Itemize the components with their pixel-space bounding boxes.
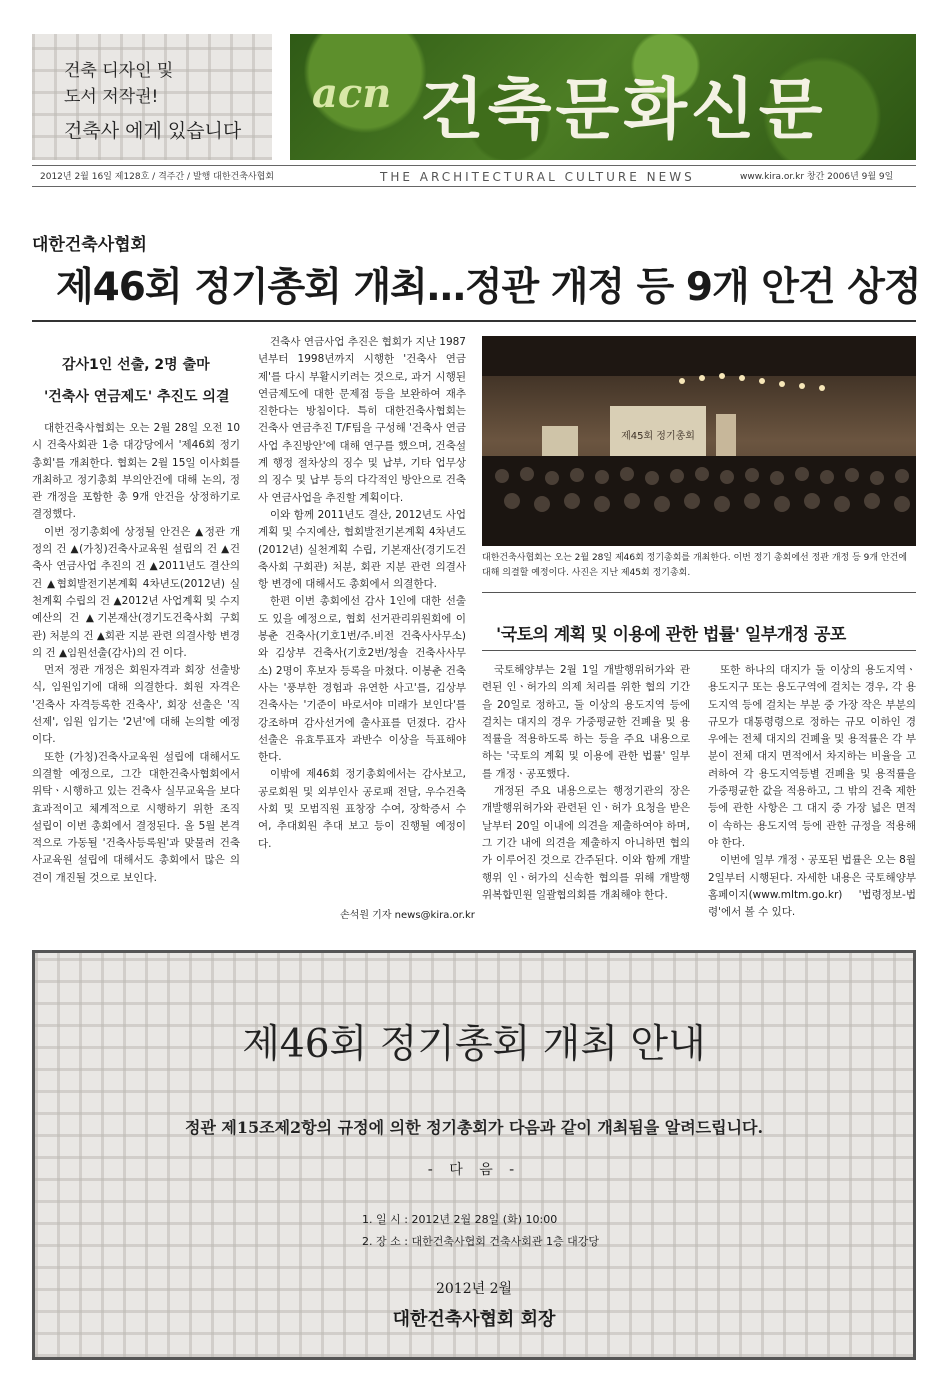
article-headline: 제46회 정기총회 개최…정관 개정 등 9개 안건 상정 [56,265,921,310]
slogan-box [32,34,272,160]
paragraph: 국토해양부는 2월 1일 개발행위허가와 관련된 인ㆍ허가의 의제 처리를 위한 협의 기간을 20일로 정하고, 둘 이상의 용도지역 등에 걸치는 대지의 경우 가중평균한 건폐율 및 용적률을 적용하도록 하는 등을 주요 내용으로 하는 '국토의 계획 및 이용에 관한 법률' 일부를 개정ㆍ공포했다. [482,664,690,780]
photo-caption: 대한건축사협회는 오는 2월 28일 제46회 정기총회를 개최한다. 이번 정기 총회에선 정관 개정 등 9개 안건에 대해 의결할 예정이다. 사진은 지난 제45회 정기총회. [482,553,908,578]
header-rule-bottom [32,186,916,187]
masthead [290,34,916,160]
notice-next-label: - 다 음 - [427,1162,521,1178]
paragraph: 이밖에 제46회 정기총회에서는 감사보고, 공로회원 및 외부인사 공로패 전달, 우수건축사회 및 모범직원 표창장 수여, 장학증서 수여, 추대회원 추대 보고 등이 진행될 예정이다. [258,768,466,850]
subhead-1: 감사1인 선출, 2명 출마 [62,357,210,373]
slogan-line-1: 건축 디자인 및 [64,61,174,81]
article2-column-1 [482,662,690,904]
notice-item-datetime: 1. 일 시 : 2012년 2월 28일 (화) 10:00 [362,1213,558,1226]
paragraph: 한편 이번 총회에선 감사 1인에 대한 선출도 있을 예정으로, 협회 선거관리위원회에 이봉춘 건축사(기호1번/주.비전 건축사사무소)와 김상부 건축사(기호2번/청솔 건축사사무소) 2명이 후보자 등록을 마쳤다. 이봉춘 건축사는 '풍부한 경험과 유연한 사고'를, 김상부 건축사는 '기준이 바로서야 미래가 보인다'를 강조하며 감사선거에 출사표를 던졌다. 감사 선출은 유효투표자 과반수 이상을 득표해야 한다. [258,595,466,764]
article2-rule-bottom [482,650,916,651]
paragraph: 건축사 연금사업 추진은 협회가 지난 1987년부터 1998년까지 시행한 '건축사 연금제'를 다시 부활시키려는 것으로, 과거 시행된 연금제도에 대한 문제점 등을 보완하여 재추진한다는 방침이다. 특히 대한건축사협회는 건축사 연금추진 T/F팀을 구성해 '건축사 연금사업 추진방안'에 대해 연구를 했으며, 건축설계 행정 절차상의 징수 및 납부, 기타 업무상의 징수 및 납부 등의 다각적인 방안으로 건축사 연금사업을 추진할 계획이다. [258,336,466,504]
subhead-2: '건축사 연금제도' 추진도 의결 [44,389,230,405]
notice-lead: 정관 제15조제2항의 규정에 의한 정기총회가 다음과 같이 개최됨을 알려드립니다. [184,1118,764,1137]
slogan-line-3: 건축사 에게 있습니다 [64,120,242,142]
paper-name: 건축문화신문 [420,71,827,148]
meeting-photo [482,336,916,546]
paragraph: 대한건축사협회는 오는 2월 28일 오전 10시 건축사회관 1층 대강당에서 '제46회 정기총회'를 개최한다. 협회는 2월 15일 이사회를 개최하고 정기총회 부의안건에 대해 논의, 정관 개정을 포함한 총 9개 안건을 상정하기로 결정했다. [32,422,240,521]
notice-date: 2012년 2월 [435,1281,513,1297]
paragraph: 또한 하나의 대지가 둘 이상의 용도지역ㆍ용도지구 또는 용도구역에 걸치는 경우, 각 용도지역 등에 걸치는 부분 중 가장 작은 부분의 규모가 대통령령으로 정하는 규모 이하인 경우에는 전체 대지의 건폐율 및 용적률은 각 부분이 전체 대지 면적에서 차지하는 비율을 고려하여 각 용도지역등별 건폐율 및 용적률을 가중평균한 값을 적용하고, 그 밖의 건축 제한 등에 관한 사항은 그 대지 중 가장 넓은 면적이 속하는 용도지역 등에 관한 규정을 적용해야 한다. [708,664,916,849]
issue-info: 2012년 2월 16일 제128호 / 격주간 / 발행 대한건축사협회 [40,172,275,182]
byline: 손석원 기자 news@kira.or.kr [340,910,475,921]
paragraph: 개정된 주요 내용으로는 행정기관의 장은 개발행위허가와 관련된 인ㆍ허가 요청을 받은 날부터 20일 이내에 의견을 제출하여야 하며, 그 기간 내에 의견을 제출하지 아니하면 협의가 이루어진 것으로 간주된다. 이와 함께 개발행위 인ㆍ허가의 신속한 협의를 위해 개발행위복합민원 일괄협의회를 개최해야 한다. [482,785,690,901]
notice-signature: 대한건축사협회 회장 [392,1309,556,1330]
headline-rule [32,320,916,322]
article2-column-2 [708,662,916,921]
header-rule-top [32,165,916,166]
article1-column-1 [32,420,240,887]
english-paper-name: THE ARCHITECTURAL CULTURE NEWS [380,170,695,184]
article2-rule-top [482,592,916,593]
notice-item-place: 2. 장 소 : 대한건축사협회 건축사회관 1층 대강당 [362,1235,599,1248]
article2-title: '국토의 계획 및 이용에 관한 법률' 일부개정 공포 [496,625,846,645]
paragraph: 또한 (가칭)건축사교육원 설립에 대해서도 의결할 예정으로, 그간 대한건축사협회에서 위탁ㆍ시행하고 있는 건축사 실무교육을 보다 효과적이고 체계적으로 시행하기 위한 조직 설립이 이번 총회에서 결정된다. 올 5월 본격적으로 가동될 '건축사등록원'과 맞물려 건축사교육원 설립에 대해서도 총회에서 많은 의견이 개진될 것으로 보인다. [32,750,240,884]
paragraph: 이와 함께 2011년도 결산, 2012년도 사업계획 및 수지예산, 협회발전기본계획 4차년도(2012년) 실천계획 수립, 기본재산(경기도건축사회 구회관) 처분, 회관 지분 관련 의결사항 변경에 대해서도 총회에서 의결한다. [258,508,466,591]
paragraph: 이번 정기총회에 상정될 안건은 ▲정관 개정의 건 ▲(가칭)건축사교육원 설립의 건 ▲건축사 연금사업 추진의 건 ▲2011년도 결산의 건 ▲협회발전기본계획 4차년도(2012년) 실천계획 수립의 건 ▲2012년 사업계획 및 수지예산의 건 ▲기본재산(경기도건축사회 구회관) 처분의 건 ▲회관 지분 관련 의결사항 변경의 건 ▲임원선출(감사)의 건 이다. [32,525,240,659]
site-info: www.kira.or.kr 창간 2006년 9월 9일 [740,172,894,182]
notice-title: 제46회 정기총회 개최 안내 [242,1022,706,1067]
photo-illustration [482,336,916,546]
photo-banner: 제45회 정기총회 [621,431,695,442]
slogan-line-2: 도서 저작권! [64,87,159,107]
article1-column-2 [258,334,466,853]
acn-logo: acn [312,70,392,117]
paragraph: 먼저 정관 개정은 회원자격과 회장 선출방식, 임원임기에 대해 의결한다. 회원 자격은 '건축사 자격등록한 건축사', 회장 선출은 '직선제', 임원 임기는 '2년'에 대해 논의할 예정이다. [32,664,240,746]
paragraph: 이번에 일부 개정ㆍ공포된 법률은 오는 8월 2일부터 시행된다. 자세한 내용은 국토해양부 홈페이지(www.mltm.go.kr) '법령정보-법령'에서 볼 수 있다. [708,854,916,919]
meeting-notice [32,950,916,1360]
article-kicker: 대한건축사협회 [32,235,147,255]
